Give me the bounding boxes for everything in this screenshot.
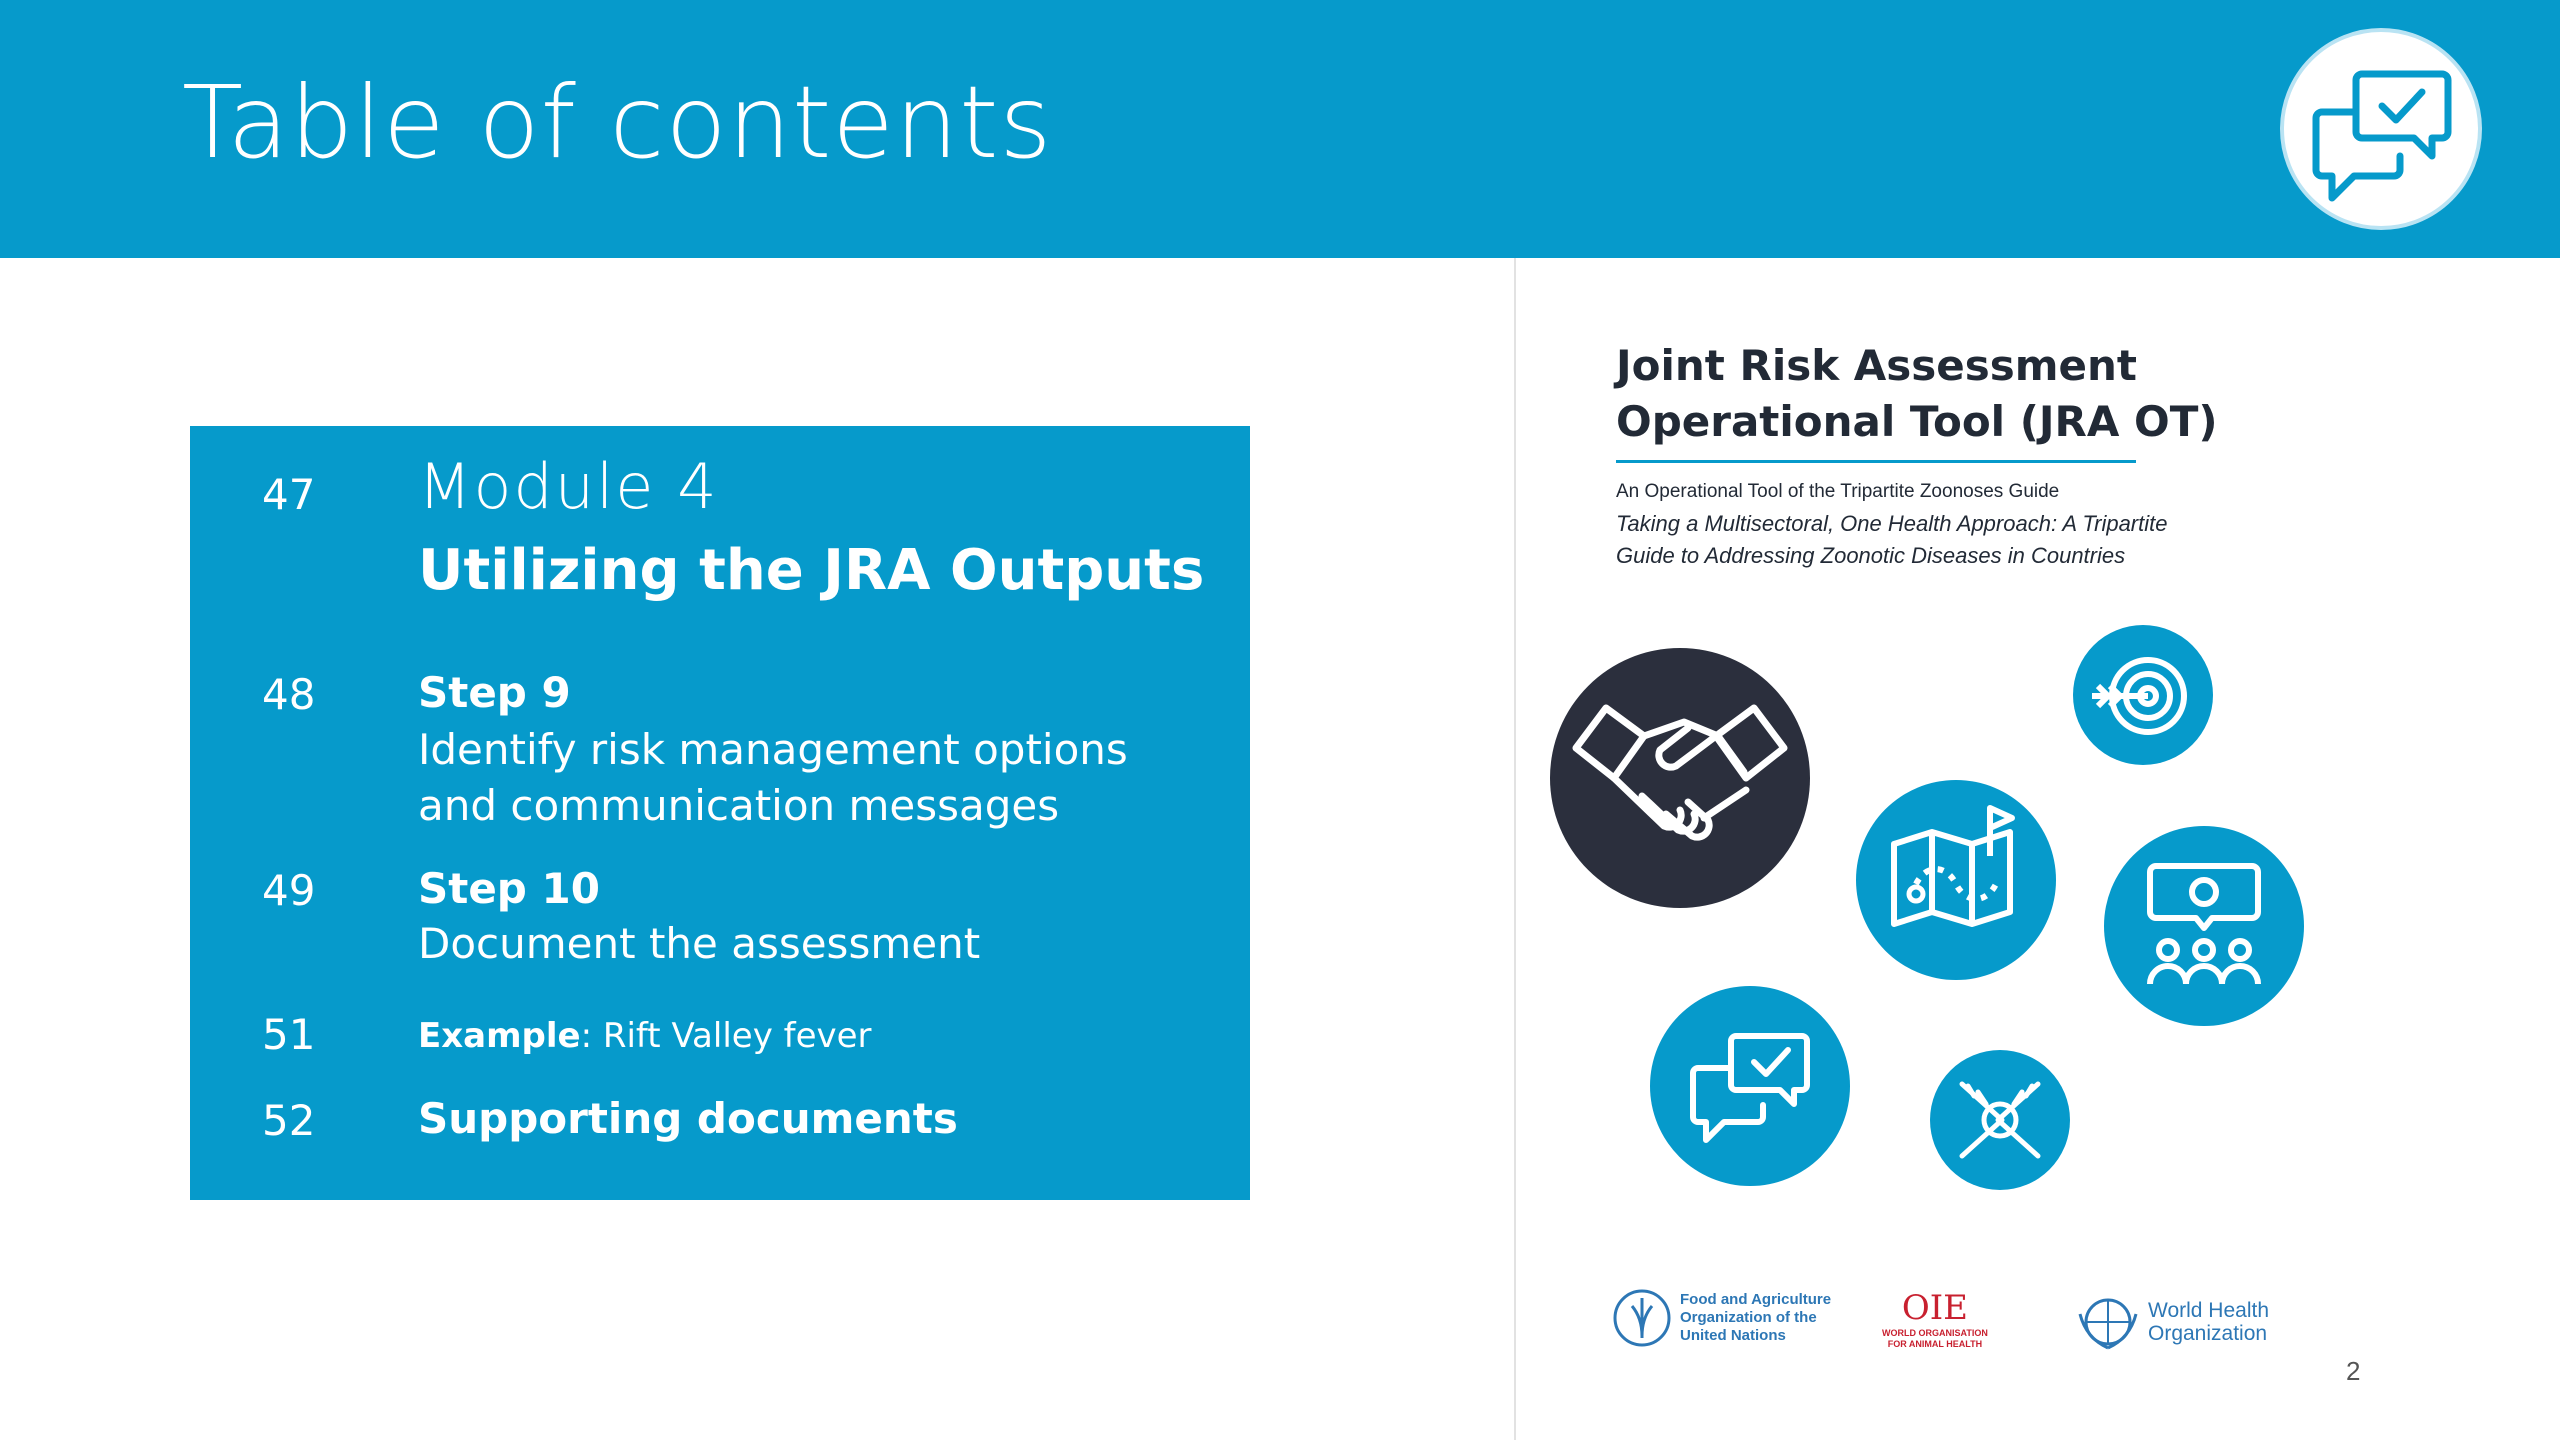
meeting-icon — [2104, 826, 2304, 1026]
map-icon — [1856, 780, 2056, 980]
toc-page-number: 48 — [262, 670, 316, 719]
module-title: Utilizing the JRA Outputs — [418, 538, 1205, 603]
target-icon — [2073, 625, 2213, 765]
oie-logo — [1882, 1288, 1988, 1350]
header-bar — [0, 0, 2560, 258]
handshake-icon — [1550, 648, 1810, 908]
step-label: Step 9 — [418, 668, 571, 717]
example-line — [418, 1016, 872, 1056]
step-description: Identify risk management options — [418, 725, 1128, 774]
cover-subtitle-line: An Operational Tool of the Tripartite Zoonoses Guide — [1616, 481, 2060, 502]
module-label: Module 4 — [418, 450, 719, 523]
who-emblem-icon — [2076, 1292, 2140, 1352]
step-label: Step 10 — [418, 864, 600, 913]
cover-title-line: Joint Risk Assessment — [1616, 341, 2137, 390]
step-description: and communication messages — [418, 781, 1060, 830]
page-number: 2 — [2346, 1356, 2361, 1386]
toc-page-number: 51 — [262, 1010, 316, 1059]
cover-rule — [1616, 460, 2136, 463]
who-logo — [2076, 1292, 2269, 1352]
oie-mark: OIE — [1901, 1288, 1968, 1328]
cover-italic-line: Guide to Addressing Zoonotic Diseases in Countries — [1616, 543, 2126, 568]
who-name: World Health Organization — [2148, 1299, 2269, 1345]
supporting-documents-label: Supporting documents — [418, 1094, 958, 1143]
example-detail: : Rift Valley fever — [580, 1016, 872, 1056]
cover-title-line: Operational Tool (JRA OT) — [1616, 397, 2218, 446]
header-badge — [2280, 28, 2482, 230]
hands-together-icon — [1930, 1050, 2070, 1190]
cover-italic-line: Taking a Multisectoral, One Health Approach: A Tripartite — [1616, 511, 2168, 536]
cover-subtitle — [1616, 476, 2167, 572]
slide-title: Table of contents — [182, 64, 1053, 181]
chat-check-icon — [2302, 52, 2462, 212]
toc-page-number: 52 — [262, 1096, 316, 1145]
toc-box — [190, 426, 1250, 1200]
oie-name: WORLD ORGANISATION FOR ANIMAL HEALTH — [1882, 1328, 1988, 1349]
fao-logo — [1612, 1288, 1831, 1348]
chat-check-icon — [1650, 986, 1850, 1186]
partner-logos — [1612, 1288, 2312, 1368]
toc-page-number: 49 — [262, 866, 316, 915]
fao-name: Food and Agriculture Organization of the United Nations — [1680, 1291, 1832, 1344]
cover-illustration — [1516, 618, 2352, 1278]
toc-page-number: 47 — [262, 470, 316, 519]
cover-thumbnail — [1516, 258, 2352, 1440]
fao-emblem-icon — [1612, 1288, 1672, 1348]
cover-title — [1616, 338, 2218, 450]
example-label: Example — [418, 1016, 581, 1056]
step-description: Document the assessment — [418, 919, 981, 968]
